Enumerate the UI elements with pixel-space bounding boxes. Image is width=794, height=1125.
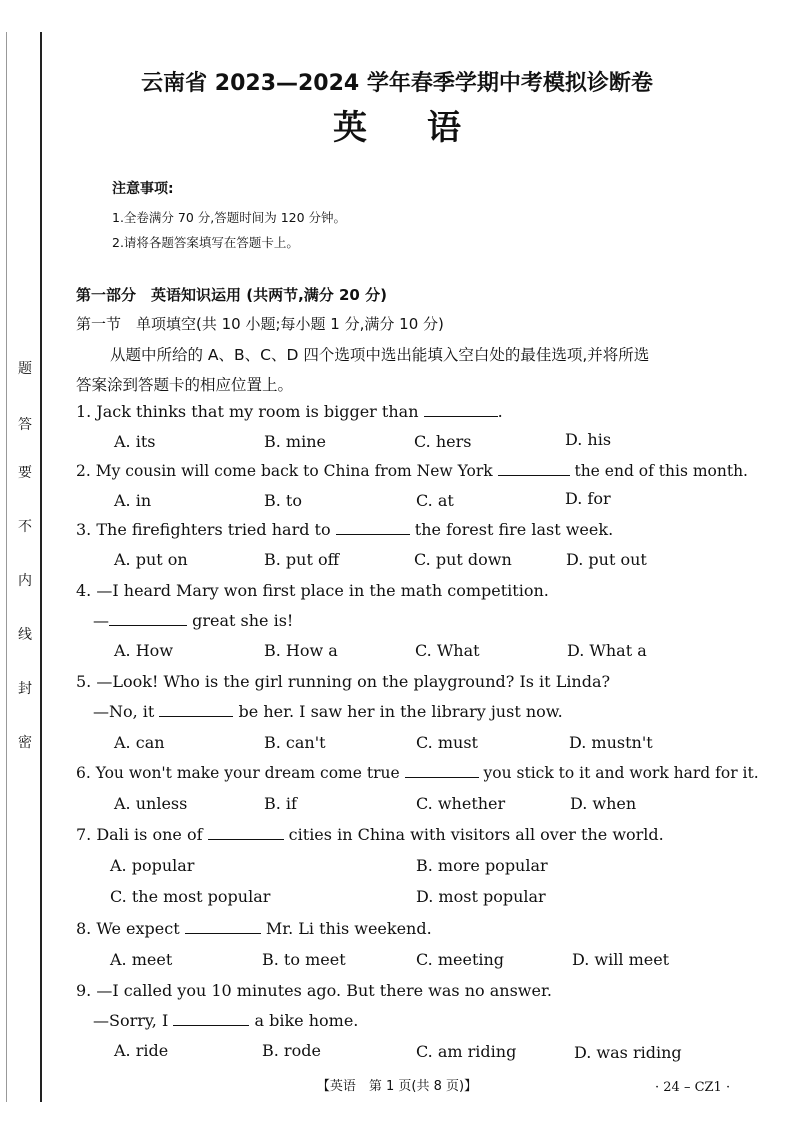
option: D. What a <box>567 641 647 660</box>
seal-char: 密 <box>18 735 32 751</box>
answer-blank <box>173 1011 249 1026</box>
answer-blank <box>185 919 261 934</box>
instruction-line: 答案涂到答题卡的相应位置上。 <box>76 376 294 394</box>
option: B. rode <box>262 1041 321 1060</box>
question-3: 3. The firefighters tried hard to the forest fire last week. <box>76 520 614 539</box>
answer-blank <box>424 402 498 417</box>
question-4: 4. —I heard Mary won first place in the math competition. <box>76 581 549 600</box>
question-1: 1. Jack thinks that my room is bigger than . <box>76 402 503 421</box>
question-7: 7. Dali is one of cities in China with visitors all over the world. <box>76 825 664 844</box>
paper-code: · 24 – CZ1 · <box>655 1080 731 1095</box>
option: A. in <box>114 491 152 510</box>
question-2: 2. My cousin will come back to China from New York the end of this month. <box>76 462 748 480</box>
question-5-reply: —No, it be her. I saw her in the library just now. <box>93 702 563 721</box>
option: A. popular <box>110 856 195 875</box>
option: B. if <box>264 794 297 813</box>
question-8: 8. We expect Mr. Li this weekend. <box>76 919 432 938</box>
option: A. ride <box>114 1041 169 1060</box>
option: A. its <box>114 432 156 451</box>
notice-heading: 注意事项: <box>112 181 174 197</box>
seal-char: 要 <box>18 465 32 481</box>
notice-item: 2.请将各题答案填写在答题卡上。 <box>112 235 299 250</box>
seal-char: 线 <box>18 627 32 643</box>
option: D. his <box>565 430 612 449</box>
part-heading: 第一部分 英语知识运用 (共两节,满分 20 分) <box>76 286 387 304</box>
seal-char: 答 <box>18 417 32 433</box>
answer-blank <box>498 461 570 476</box>
binding-margin-outer-line <box>6 32 7 1102</box>
option: C. must <box>416 733 478 752</box>
question-5: 5. —Look! Who is the girl running on the playground? Is it Linda? <box>76 672 611 691</box>
option: B. mine <box>264 432 326 451</box>
question-4-reply: — great she is! <box>93 611 294 630</box>
question-6: 6. You won't make your dream come true you stick to it and work hard for it. <box>76 764 759 782</box>
option: C. meeting <box>416 950 505 969</box>
option: C. the most popular <box>110 887 271 906</box>
answer-blank <box>109 611 187 626</box>
question-9-reply: —Sorry, I a bike home. <box>93 1011 359 1030</box>
page-footer: 【英语 第 1 页(共 8 页)】 <box>316 1079 478 1094</box>
question-9: 9. —I called you 10 minutes ago. But there was no answer. <box>76 981 552 1000</box>
seal-char: 题 <box>18 361 32 377</box>
subject-title: 英语 <box>333 108 521 148</box>
option: B. more popular <box>416 856 548 875</box>
seal-char: 内 <box>18 573 32 589</box>
option: D. most popular <box>416 887 546 906</box>
answer-blank <box>208 825 284 840</box>
instruction-line: 从题中所给的 A、B、C、D 四个选项中选出能填入空白处的最佳选项,并将所选 <box>110 346 650 364</box>
option: D. mustn't <box>569 733 653 752</box>
option: D. was riding <box>574 1043 682 1062</box>
option: A. How <box>114 641 174 660</box>
option: A. put on <box>114 550 188 569</box>
option: C. at <box>416 491 454 510</box>
binding-margin-line <box>40 32 42 1102</box>
option: B. to meet <box>262 950 346 969</box>
option: A. unless <box>114 794 188 813</box>
notice-item: 1.全卷满分 70 分,答题时间为 120 分钟。 <box>112 210 347 225</box>
answer-blank <box>405 763 479 778</box>
option: B. can't <box>264 733 326 752</box>
option: C. hers <box>414 432 472 451</box>
seal-char: 封 <box>18 681 32 697</box>
section-heading: 第一节 单项填空(共 10 小题;每小题 1 分,满分 10 分) <box>76 315 444 333</box>
option: D. for <box>565 489 611 508</box>
option: C. am riding <box>416 1042 517 1061</box>
option: D. will meet <box>572 950 670 969</box>
option: C. put down <box>414 550 512 569</box>
answer-blank <box>336 520 410 535</box>
option: D. put out <box>566 550 647 569</box>
option: B. How a <box>264 641 338 660</box>
option: A. meet <box>110 950 173 969</box>
option: C. whether <box>416 794 506 813</box>
answer-blank <box>159 702 233 717</box>
option: C. What <box>415 641 480 660</box>
seal-char: 不 <box>18 519 32 535</box>
exam-title: 云南省 2023—2024 学年春季学期中考模拟诊断卷 <box>141 71 653 96</box>
option: D. when <box>570 794 637 813</box>
option: A. can <box>114 733 165 752</box>
option: B. to <box>264 491 302 510</box>
option: B. put off <box>264 550 339 569</box>
